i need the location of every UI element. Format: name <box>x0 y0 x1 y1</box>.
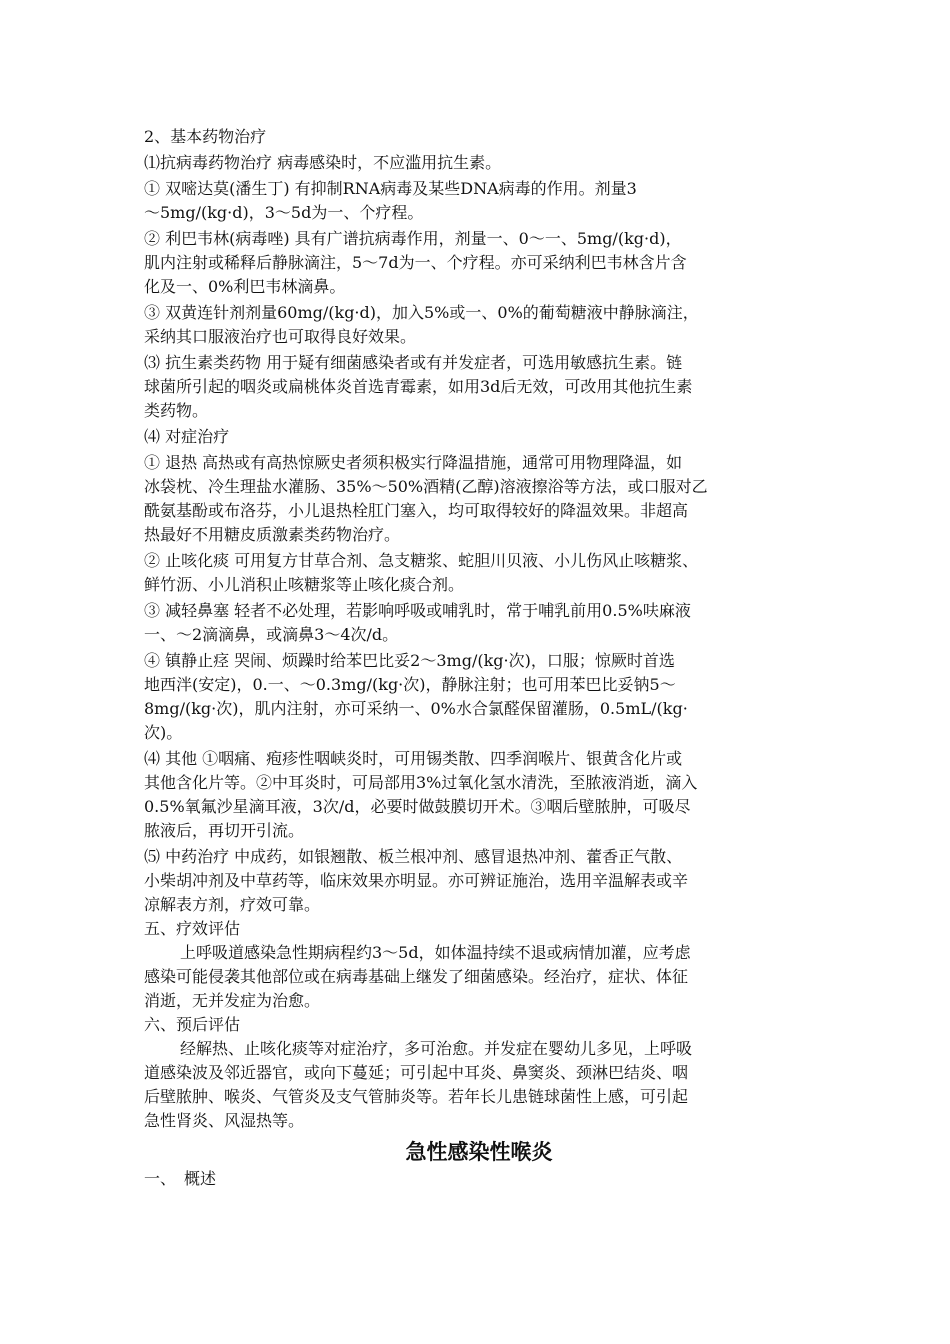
text-line: 酰氨基酚或布洛芬，小儿退热栓肛门塞入，均可取得较好的降温效果。非超高 <box>144 501 689 520</box>
text-line: 8mg/(kg·次)，肌内注射，亦可采纳一、0%水合氯醛保留灌肠，0.5mL/(kg· <box>144 699 688 718</box>
text-line: 类药物。 <box>144 401 209 420</box>
text-line: 一、～2滴滴鼻，或滴鼻3～4次/d。 <box>144 625 399 644</box>
text-line: 经解热、止咳化痰等对症治疗，多可治愈。并发症在婴幼儿多见，上呼吸 <box>180 1039 693 1058</box>
text-line: ③ 减轻鼻塞 轻者不必处理，若影响呼吸或哺乳时，常于哺乳前用0.5%呋麻液 <box>144 601 691 620</box>
text-line: ② 利巴韦林(病毒唑) 具有广谱抗病毒作用，剂量一、0～一、5mg/(kg·d)， <box>144 229 682 248</box>
text-line: 肌内注射或稀释后静脉滴注，5～7d为一、个疗程。亦可采纳利巴韦林含片含 <box>144 253 687 272</box>
text-line: 热最好不用糖皮质激素类药物治疗。 <box>144 525 401 544</box>
text-line: 道感染波及邻近器官，或向下蔓延；可引起中耳炎、鼻窦炎、颈淋巴结炎、咽 <box>144 1063 689 1082</box>
text-line: ⑷ 对症治疗 <box>144 427 230 446</box>
text-line: 感染可能侵袭其他部位或在病毒基础上继发了细菌感染。经治疗，症状、体征 <box>144 967 689 986</box>
text-line: 0.5%氧氟沙星滴耳液，3次/d，必要时做鼓膜切开术。③咽后壁脓肿，可吸尽 <box>144 797 691 816</box>
text-line: ② 止咳化痰 可用复方甘草合剂、急支糖浆、蛇胆川贝液、小儿伤风止咳糖浆、 <box>144 551 699 570</box>
section-heading: 五、疗效评估 <box>144 919 241 938</box>
text-line: ⑶ 抗生素类药物 用于疑有细菌感染者或有并发症者，可选用敏感抗生素。链 <box>144 353 683 372</box>
text-line: 次)。 <box>144 723 183 742</box>
text-line: 其他含化片等。②中耳炎时，可局部用3%过氧化氢水清洗，至脓液消逝，滴入 <box>144 773 698 792</box>
text-line: ⑸ 中药治疗 中成药，如银翘散、板兰根冲剂、感冒退热冲剂、藿香正气散、 <box>144 847 683 866</box>
chapter-title: 急性感染性喉炎 <box>405 1140 553 1164</box>
text-line: 采纳其口服液治疗也可取得良好效果。 <box>144 327 417 346</box>
text-line: ① 双嘧达莫(潘生丁) 有抑制RNA病毒及某些DNA病毒的作用。剂量3 <box>144 179 637 198</box>
text-line: 冰袋枕、冷生理盐水灌肠、35%～50%酒精(乙醇)溶液擦浴等方法，或口服对乙 <box>144 477 708 496</box>
section-heading: 2、基本药物治疗 <box>144 127 267 146</box>
text-line: 化及一、0%利巴韦林滴鼻。 <box>144 277 346 296</box>
text-line: 地西泮(安定)，0.一、～0.3mg/(kg·次)，静脉注射；也可用苯巴比妥钠5～ <box>144 675 676 694</box>
text-line: 凉解表方剂，疗效可靠。 <box>144 895 321 914</box>
text-line: ⑴抗病毒药物治疗 病毒感染时，不应滥用抗生素。 <box>144 153 502 172</box>
text-line: 鲜竹沥、小儿消积止咳糖浆等止咳化痰合剂。 <box>144 575 465 594</box>
text-line: ～5mg/(kg·d)，3～5d为一、个疗程。 <box>144 203 424 222</box>
text-line: 消逝，无并发症为治愈。 <box>144 991 321 1010</box>
text-line: ④ 镇静止痉 哭闹、烦躁时给苯巴比妥2～3mg/(kg·次)，口服；惊厥时首选 <box>144 651 675 670</box>
text-line: ① 退热 高热或有高热惊厥史者须积极实行降温措施，通常可用物理降温，如 <box>144 453 683 472</box>
section-heading: 一、 概述 <box>144 1169 217 1188</box>
text-line: 上呼吸道感染急性期病程约3～5d，如体温持续不退或病情加灌，应考虑 <box>180 943 691 962</box>
text-line: 球菌所引起的咽炎或扁桃体炎首选青霉素，如用3d后无效，可改用其他抗生素 <box>144 377 693 396</box>
text-line: 急性肾炎、风湿热等。 <box>144 1111 305 1130</box>
text-line: ⑷ 其他 ①咽痛、疱疹性咽峡炎时，可用锡类散、四季润喉片、银黄含化片或 <box>144 749 683 768</box>
document-body <box>144 125 814 1191</box>
text-line: 后壁脓肿、喉炎、气管炎及支气管肺炎等。若年长儿患链球菌性上感，可引起 <box>144 1087 689 1106</box>
section-heading: 六、预后评估 <box>144 1015 241 1034</box>
text-line: 脓液后，再切开引流。 <box>144 821 305 840</box>
text-line: 小柴胡冲剂及中草药等，临床效果亦明显。亦可辨证施治，选用辛温解表或辛 <box>144 871 689 890</box>
text-line: ③ 双黄连针剂剂量60mg/(kg·d)，加入5%或一、0%的葡萄糖液中静脉滴注， <box>144 303 699 322</box>
